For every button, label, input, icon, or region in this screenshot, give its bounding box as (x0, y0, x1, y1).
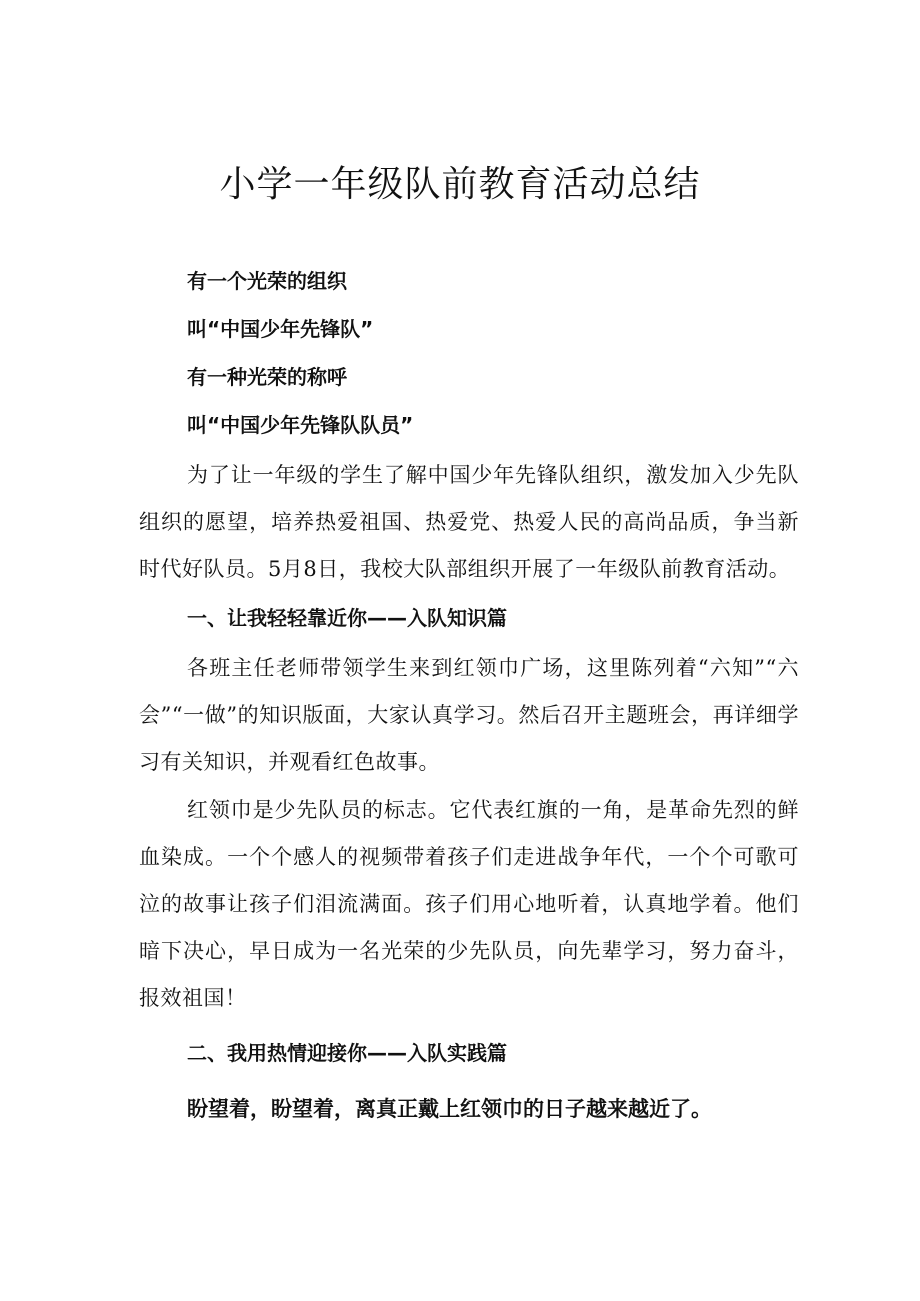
section2-paragraph-1: 盼望着，盼望着，离真正戴上红领巾的日子越来越近了。 (187, 1097, 712, 1121)
section1-heading: 一、让我轻轻靠近你——入队知识篇 (187, 606, 507, 630)
section1-paragraph-1: 各班主任老师带领学生来到红领巾广场，这里陈列着“六知”“六会”“一做”的知识版面，大家认真学习。然后召开主题班会，再详细学习有关知识，并观看红色故事。 (139, 656, 799, 774)
poem-line-1: 有一个光荣的组织 (187, 269, 347, 293)
poem-line-3: 有一种光荣的称呼 (187, 365, 347, 389)
section1-paragraph-2: 红领巾是少先队员的标志。它代表红旗的一角，是革命先烈的鲜血染成。一个个感人的视频带着孩子们走进战争年代，一个个可歌可泣的故事让孩子们泪流满面。孩子们用心地听着，认真地学着。他们暗下决心，早日成为一名光荣的少先队员，向先辈学习，努力奋斗，报效祖国！ (139, 798, 799, 1010)
document-title: 小学一年级队前教育活动总结 (219, 164, 701, 205)
poem-line-4: 叫“中国少年先锋队队员” (187, 413, 414, 437)
poem-line-2: 叫“中国少年先锋队” (187, 317, 374, 341)
intro-paragraph: 为了让一年级的学生了解中国少年先锋队组织，激发加入少先队组织的愿望，培养热爱祖国、热爱党、热爱人民的高尚品质，争当新时代好队员。5月8日，我校大队部组织开展了一年级队前教育活动。 (139, 463, 799, 581)
section2-heading: 二、我用热情迎接你——入队实践篇 (187, 1041, 507, 1065)
